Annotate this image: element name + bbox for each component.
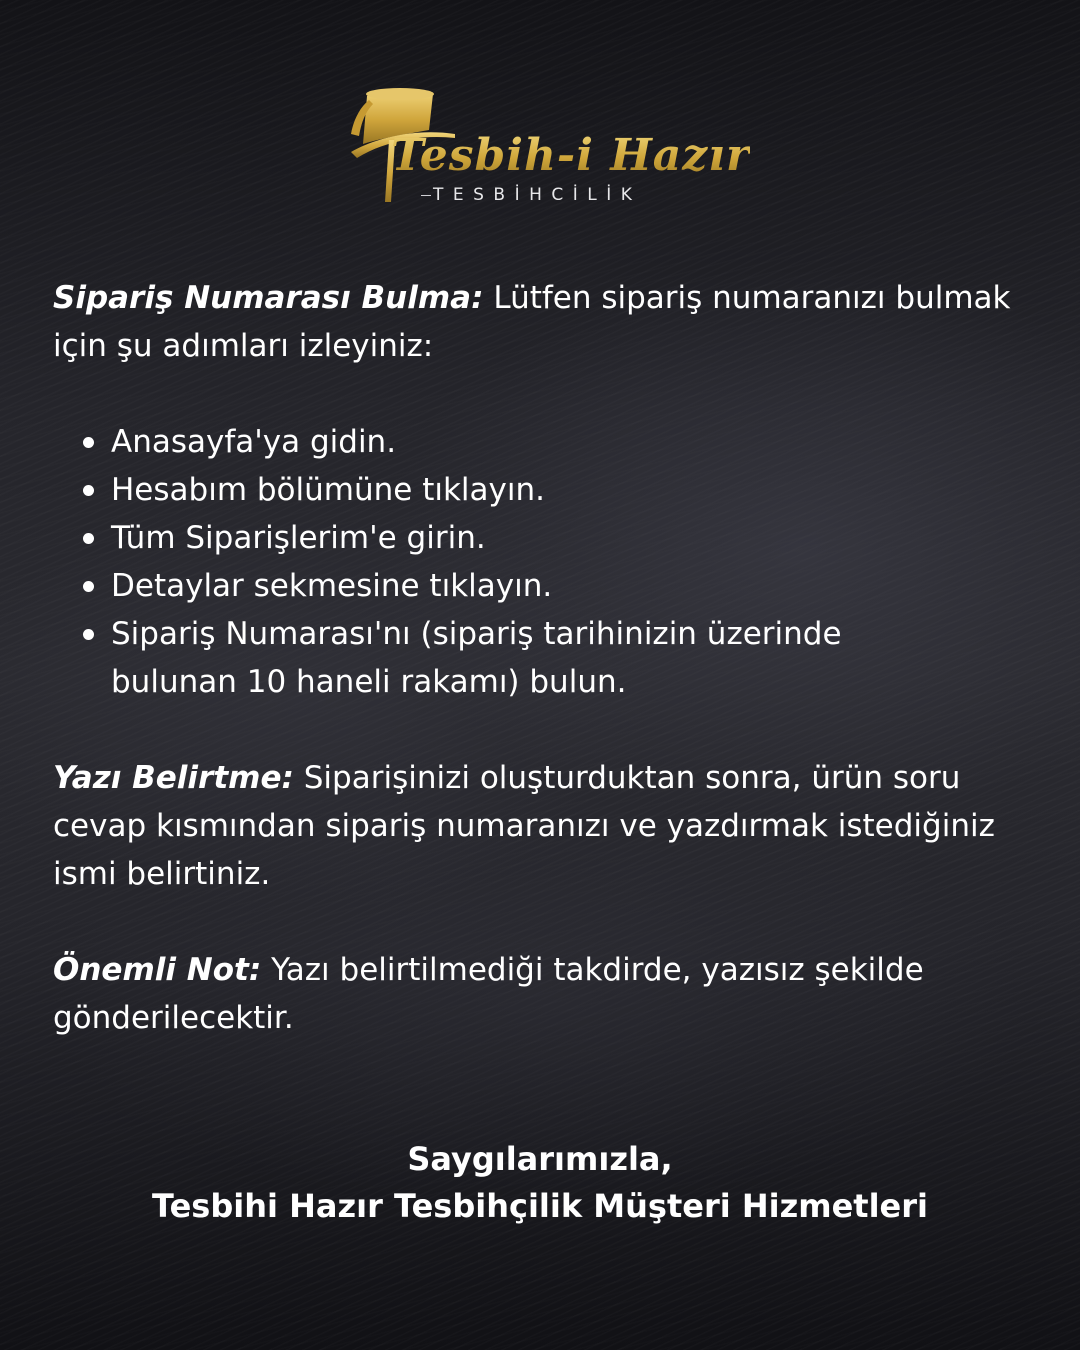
order-number-text: Lütfen sipariş numaranızı bulmak için şu adımları izleyiniz: bbox=[53, 280, 1011, 364]
list-item: Hesabım bölümüne tıklayın. bbox=[111, 466, 1043, 514]
signature-team: Tesbihi Hazır Tesbihçilik Müşteri Hizmetleri bbox=[152, 1187, 928, 1225]
important-note-text: Yazı belirtilmediği takdirde, yazısız şekilde gönderilecektir. bbox=[53, 952, 924, 1036]
spacer bbox=[53, 898, 1043, 946]
order-number-paragraph bbox=[53, 274, 1043, 370]
brand-subtitle: TESBİHCİLİK bbox=[421, 185, 641, 205]
list-item: Sipariş Numarası'nı (sipariş tarihinizin üzerinde bulunan 10 haneli rakamı) bulun. bbox=[111, 610, 1043, 706]
order-number-label: Sipariş Numarası Bulma: bbox=[53, 280, 484, 316]
signature-greeting: Saygılarımızla, bbox=[407, 1140, 673, 1178]
signature bbox=[0, 1136, 1080, 1230]
list-item: Detaylar sekmesine tıklayın. bbox=[111, 562, 1043, 610]
steps-list bbox=[53, 418, 1043, 706]
list-item: Tüm Siparişlerim'e girin. bbox=[111, 514, 1043, 562]
text-spec-paragraph bbox=[53, 754, 1043, 898]
brand-name: Tesbih-i Hazır bbox=[391, 130, 751, 181]
important-note-paragraph bbox=[53, 946, 1043, 1042]
instructions-content bbox=[53, 274, 1043, 1042]
brand-logo bbox=[345, 82, 751, 212]
important-note-label: Önemli Not: bbox=[53, 952, 262, 988]
text-spec-text: Siparişinizi oluşturduktan sonra, ürün soru cevap kısmından sipariş numaranızı ve yazdırmak istediğiniz ismi belirtiniz. bbox=[53, 760, 995, 892]
list-item: Anasayfa'ya gidin. bbox=[111, 418, 1043, 466]
text-spec-label: Yazı Belirtme: bbox=[53, 760, 294, 796]
